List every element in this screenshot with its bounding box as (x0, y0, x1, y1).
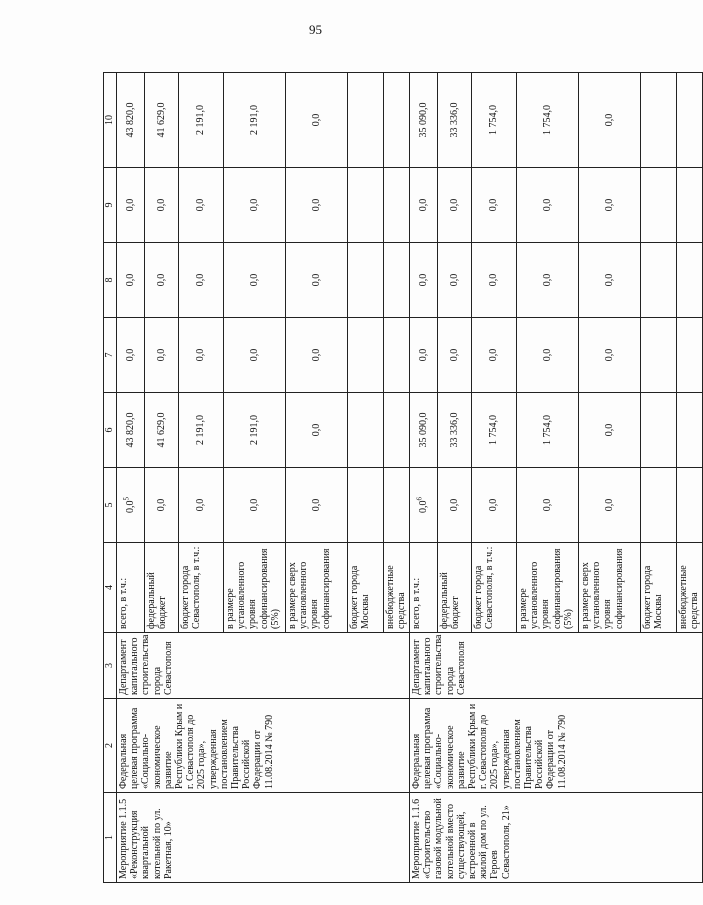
amount-cell (348, 168, 384, 243)
amount-value: 35 090,0 (417, 412, 429, 448)
header-cell: 4 (104, 543, 117, 633)
amount-cell (579, 168, 641, 243)
amount-cell (517, 73, 579, 168)
amount-cell (145, 168, 179, 243)
amount-value: 0,0 (310, 348, 322, 362)
amount-cell (286, 243, 348, 318)
amount-cell (438, 468, 472, 543)
amount-cell (641, 468, 677, 543)
amount-cell (224, 468, 286, 543)
amount-value: 0,0 (541, 498, 553, 512)
amount-value: 0,0 (310, 498, 322, 512)
amount-value: 0,0 (124, 348, 136, 362)
amount-value: 0,0 (448, 498, 460, 512)
amount-cell (179, 73, 224, 168)
amount-value: 2 191,0 (195, 105, 207, 135)
amount-value: 0,0 (488, 273, 500, 287)
executor-cell: Департамент капитального строительства города Севастополя (117, 633, 410, 699)
measure-cell: Мероприятие 1.1.5 «Реконструкция квартальной котельной по ул. Ракетная, 10» (117, 793, 410, 883)
amount-cell (179, 468, 224, 543)
amount-value: 43 820,0 (124, 412, 136, 448)
amount-value: 0,0 (310, 423, 322, 437)
amount-cell (145, 393, 179, 468)
amount-cell (117, 468, 145, 543)
amount-cell (517, 393, 579, 468)
amount-cell (117, 393, 145, 468)
funding-source-cell: бюджет города Севастополя, в т.ч.: (179, 543, 224, 633)
funding-source-cell: бюджет города Москвы (348, 543, 384, 633)
program-cell: Федеральная целевая программа «Социально-экономическое развитие Республики Крым и г. Севастополя до 2025 года», утвержденная постановлением Правительства Российской Федерации от 11.08.2014 № 790 (410, 699, 703, 793)
amount-cell (117, 168, 145, 243)
funding-source-cell: в размере установленного уровня софинансирования (5%) (517, 543, 579, 633)
amount-cell (517, 168, 579, 243)
amount-cell (579, 468, 641, 543)
amount-cell (286, 318, 348, 393)
header-cell: 9 (104, 168, 117, 243)
amount-cell (224, 318, 286, 393)
funding-source-cell: в размере установленного уровня софинансирования (5%) (224, 543, 286, 633)
amount-cell (384, 468, 410, 543)
funding-source-cell: федеральный бюджет (438, 543, 472, 633)
amount-cell (677, 468, 703, 543)
header-cell: 3 (104, 633, 117, 699)
amount-cell (579, 243, 641, 318)
amount-cell (348, 73, 384, 168)
header-cell: 6 (104, 393, 117, 468)
table-row (410, 73, 438, 883)
amount-value: 0,0 (248, 348, 260, 362)
amount-cell (677, 168, 703, 243)
amount-value: 2 191,0 (248, 415, 260, 445)
amount-cell (641, 73, 677, 168)
funding-source-cell: внебюджетные средства (677, 543, 703, 633)
amount-cell (579, 318, 641, 393)
amount-cell (145, 243, 179, 318)
amount-cell (286, 73, 348, 168)
amount-value: 0,0 (195, 198, 207, 212)
amount-value: 0,0 (417, 500, 429, 513)
amount-cell (348, 243, 384, 318)
amount-value: 0,0 (488, 348, 500, 362)
amount-cell (641, 243, 677, 318)
amount-cell (517, 243, 579, 318)
amount-value: 0,0 (248, 498, 260, 512)
amount-cell (224, 73, 286, 168)
amount-value: 0,0 (195, 273, 207, 287)
amount-cell (179, 318, 224, 393)
amount-value: 0,0 (124, 500, 136, 513)
amount-value: 0,0 (417, 348, 429, 362)
amount-cell (145, 73, 179, 168)
amount-value: 0,0 (155, 198, 167, 212)
amount-cell (224, 243, 286, 318)
header-cell: 10 (104, 73, 117, 168)
amount-value: 0,0 (124, 273, 136, 287)
amount-value: 0,0 (124, 198, 136, 212)
amount-value: 0,0 (448, 273, 460, 287)
executor-cell: Департамент капитального строительства города Севастополя (410, 633, 703, 699)
amount-cell (410, 468, 438, 543)
amount-value: 0,0 (488, 198, 500, 212)
header-cell: 2 (104, 699, 117, 793)
amount-cell (472, 318, 517, 393)
amount-cell (145, 468, 179, 543)
amount-cell (472, 73, 517, 168)
page-number: 95 (309, 22, 322, 37)
amount-cell (677, 243, 703, 318)
amount-value: 2 191,0 (195, 415, 207, 445)
amount-cell (641, 393, 677, 468)
funding-source-cell: внебюджетные средства (384, 543, 410, 633)
amount-value: 0,0 (541, 348, 553, 362)
column-number-row (104, 73, 117, 883)
amount-cell (438, 243, 472, 318)
amount-cell (117, 73, 145, 168)
amount-value: 0,0 (488, 498, 500, 512)
header-cell: 1 (104, 793, 117, 883)
amount-value: 0,0 (195, 498, 207, 512)
funding-source-cell: бюджет города Севастополя, в т.ч.: (472, 543, 517, 633)
amount-cell (641, 318, 677, 393)
amount-value: 0,0 (417, 273, 429, 287)
funding-source-cell: федеральный бюджет (145, 543, 179, 633)
amount-cell (145, 318, 179, 393)
amount-value: 0,0 (603, 113, 615, 127)
amount-cell (179, 243, 224, 318)
amount-value: 0,0 (541, 273, 553, 287)
amount-cell (472, 243, 517, 318)
amount-value: 0,0 (417, 198, 429, 212)
amount-cell (117, 243, 145, 318)
amount-value: 0,0 (248, 273, 260, 287)
amount-cell (438, 318, 472, 393)
funding-table (103, 72, 703, 883)
amount-cell (410, 243, 438, 318)
header-cell: 7 (104, 318, 117, 393)
amount-value: 1 754,0 (541, 415, 553, 445)
amount-value: 0,0 (195, 348, 207, 362)
rotated-table-wrapper (103, 73, 701, 883)
header-cell: 8 (104, 243, 117, 318)
amount-value: 0,0 (310, 113, 322, 127)
funding-source-cell: всего, в т.ч.: (117, 543, 145, 633)
amount-cell (384, 318, 410, 393)
table-row (117, 73, 145, 883)
amount-value: 1 754,0 (488, 415, 500, 445)
amount-cell (117, 318, 145, 393)
amount-cell (286, 393, 348, 468)
amount-value: 41 629,0 (155, 102, 167, 138)
amount-cell (472, 168, 517, 243)
amount-value: 0,0 (155, 273, 167, 287)
measure-cell: Мероприятие 1.1.6 «Строительство газовой модульной котельной вместо существующей, встроенной в жилой дом по ул. Героев Севастополя, 21» (410, 793, 703, 883)
amount-value: 43 820,0 (124, 102, 136, 138)
amount-value: 0,0 (603, 498, 615, 512)
amount-cell (179, 168, 224, 243)
amount-cell (286, 468, 348, 543)
amount-value: 0,0 (541, 198, 553, 212)
amount-value: 1 754,0 (541, 105, 553, 135)
amount-cell (641, 168, 677, 243)
table-body (104, 73, 703, 883)
amount-value: 0,0 (248, 198, 260, 212)
funding-source-cell: бюджет города Москвы (641, 543, 677, 633)
amount-cell (410, 73, 438, 168)
amount-value: 35 090,0 (417, 102, 429, 138)
amount-value: 0,0 (603, 198, 615, 212)
amount-cell (517, 318, 579, 393)
amount-cell (579, 73, 641, 168)
amount-cell (517, 468, 579, 543)
amount-cell (224, 168, 286, 243)
amount-value: 0,0 (155, 498, 167, 512)
amount-cell (472, 468, 517, 543)
amount-cell (677, 318, 703, 393)
amount-value: 0,0 (448, 198, 460, 212)
funding-source-cell: в размере сверх установленного уровня софинансирования (286, 543, 348, 633)
amount-cell (579, 393, 641, 468)
footnote-marker: 6 (415, 497, 424, 501)
program-cell: Федеральная целевая программа «Социально-экономическое развитие Республики Крым и г. Севастополя до 2025 года», утвержденная постановлением Правительства Российской Федерации от 11.08.2014 № 790 (117, 699, 410, 793)
amount-cell (438, 73, 472, 168)
amount-value: 2 191,0 (248, 105, 260, 135)
amount-value: 0,0 (603, 423, 615, 437)
amount-cell (438, 168, 472, 243)
amount-cell (677, 393, 703, 468)
amount-value: 0,0 (155, 348, 167, 362)
amount-cell (677, 73, 703, 168)
amount-cell (384, 168, 410, 243)
footnote-marker: 5 (122, 497, 131, 501)
amount-value: 0,0 (603, 273, 615, 287)
funding-source-cell: в размере сверх установленного уровня софинансирования (579, 543, 641, 633)
amount-value: 1 754,0 (488, 105, 500, 135)
amount-value: 41 629,0 (155, 412, 167, 448)
amount-value: 0,0 (448, 348, 460, 362)
amount-cell (384, 243, 410, 318)
amount-value: 33 336,0 (448, 102, 460, 138)
amount-cell (384, 73, 410, 168)
amount-value: 0,0 (603, 348, 615, 362)
amount-cell (410, 168, 438, 243)
amount-cell (410, 393, 438, 468)
amount-cell (224, 393, 286, 468)
amount-value: 33 336,0 (448, 412, 460, 448)
amount-cell (348, 318, 384, 393)
amount-cell (348, 468, 384, 543)
amount-cell (410, 318, 438, 393)
funding-source-cell: всего, в т.ч.: (410, 543, 438, 633)
amount-cell (179, 393, 224, 468)
header-cell: 5 (104, 468, 117, 543)
amount-cell (438, 393, 472, 468)
amount-cell (384, 393, 410, 468)
amount-cell (286, 168, 348, 243)
amount-cell (348, 393, 384, 468)
amount-cell (472, 393, 517, 468)
amount-value: 0,0 (310, 198, 322, 212)
amount-value: 0,0 (310, 273, 322, 287)
